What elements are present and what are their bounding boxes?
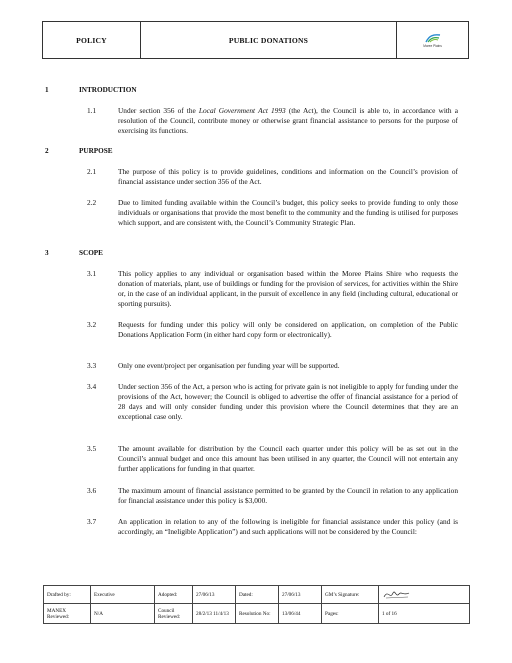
dated-value: 27/06/13 [279,586,322,604]
section-title: PURPOSE [79,147,113,155]
paragraph-number: 2.2 [87,198,97,207]
paragraph-number: 3.1 [87,269,97,278]
gm-signature-label: GM’s Signature: [322,586,379,604]
drafted-by-label: Drafted by: [44,586,91,604]
paragraph-text: Only one event/project per organisation per funding year will be supported. [118,361,340,370]
paragraph-text: The purpose of this policy is to provide guidelines, conditions and information on the Council’s provision of financial assistance under section 356 of the Act. [118,167,458,187]
drafted-by-value: Executive [91,586,155,604]
table-row [44,586,470,604]
pages-value: 1 of 16 [379,604,470,624]
paragraph-text: Under section 356 of the Act, a person who is acting for private gain is not ineligible to apply for funding under the provisions of the Act, however; the Council is obliged to advertise the offer of financial assistance for a period of 28 days and will only consider funding under this provision where the Council determines that they are an exceptional case only. [118,382,458,422]
logo [397,22,468,58]
adopted-value: 27/06/13 [193,586,236,604]
paragraph-number: 3.3 [87,361,97,370]
manex-reviewed-label: MANEX Reviewed: [44,604,91,624]
section-number: 2 [45,147,49,155]
paragraph-text: Under section 356 of the Local Government Act 1993 (the Act), the Council is able to, in accordance with a resolution of the Council, contribute money or otherwise grant financial assistance to persons for the purpose of exercising its functions. [118,106,458,136]
section-title: INTRODUCTION [79,86,137,94]
policy-label: POLICY [43,22,141,58]
dated-label: Dated: [236,586,279,604]
paragraph-text: This policy applies to any individual or organisation based within the Moree Plains Shire who requests the donation of materials, plant, use of buildings or funding for the provision of services, for activities within the Shire or, in the case of an individual applicant, in the pursuit of excellence in any field (including cultural, educational or sporting pursuits). [118,269,458,309]
pages-label: Pages: [322,604,379,624]
table-row [44,604,470,624]
act-title-italic: Local Government Act 1993 [198,106,286,115]
paragraph-number: 3.2 [87,320,97,329]
document-header [42,21,469,59]
document-control-table [43,585,470,624]
section-title: SCOPE [79,249,103,257]
signature-icon [382,588,412,600]
paragraph-text: Requests for funding under this policy will only be considered on application, on completion of the Public Donations Application Form (in either hard copy form or electronically). [118,320,458,340]
section-number: 3 [45,249,49,257]
council-reviewed-value: 28/2/13 11/4/13 [193,604,236,624]
manex-reviewed-value: N/A [91,604,155,624]
paragraph-text: Due to limited funding available within the Council’s budget, this policy seeks to provide funding to only those individuals or organisations that provide the most benefit to the community and the funding is utilised for purposes which support, and are consistent with, the Council’s Community Strategic Plan. [118,198,458,228]
paragraph-number: 3.4 [87,382,97,391]
resolution-no-value: 13/06/44 [279,604,322,624]
paragraph-text: The amount available for distribution by the Council each quarter under this policy will be as set out in the Council’s annual budget and once this amount has been utilised in any quarter, the Council will not entertain any further applications for funding in that quarter. [118,444,458,474]
paragraph-text: The maximum amount of financial assistance permitted to be granted by the Council in relation to any application for financial assistance under this policy is $3,000. [118,486,458,506]
adopted-label: Adopted: [155,586,193,604]
paragraph-text: An application in relation to any of the following is ineligible for financial assistance under this policy (and is accordingly, an “Ineligible Application”) and such applications will not be considered by the Council: [118,517,458,537]
resolution-no-label: Resolution No: [236,604,279,624]
logo-text: Moree Plains [423,43,442,48]
paragraph-number: 2.1 [87,167,97,176]
gm-signature [379,586,470,604]
paragraph-number: 3.6 [87,486,97,495]
paragraph-number: 3.5 [87,444,97,453]
paragraph-number: 3.7 [87,517,97,526]
paragraph-number: 1.1 [87,106,97,115]
document-title: PUBLIC DONATIONS [141,22,397,58]
moree-plains-logo-icon [424,33,442,43]
council-reviewed-label: Council Reviewed: [155,604,193,624]
section-number: 1 [45,86,49,94]
